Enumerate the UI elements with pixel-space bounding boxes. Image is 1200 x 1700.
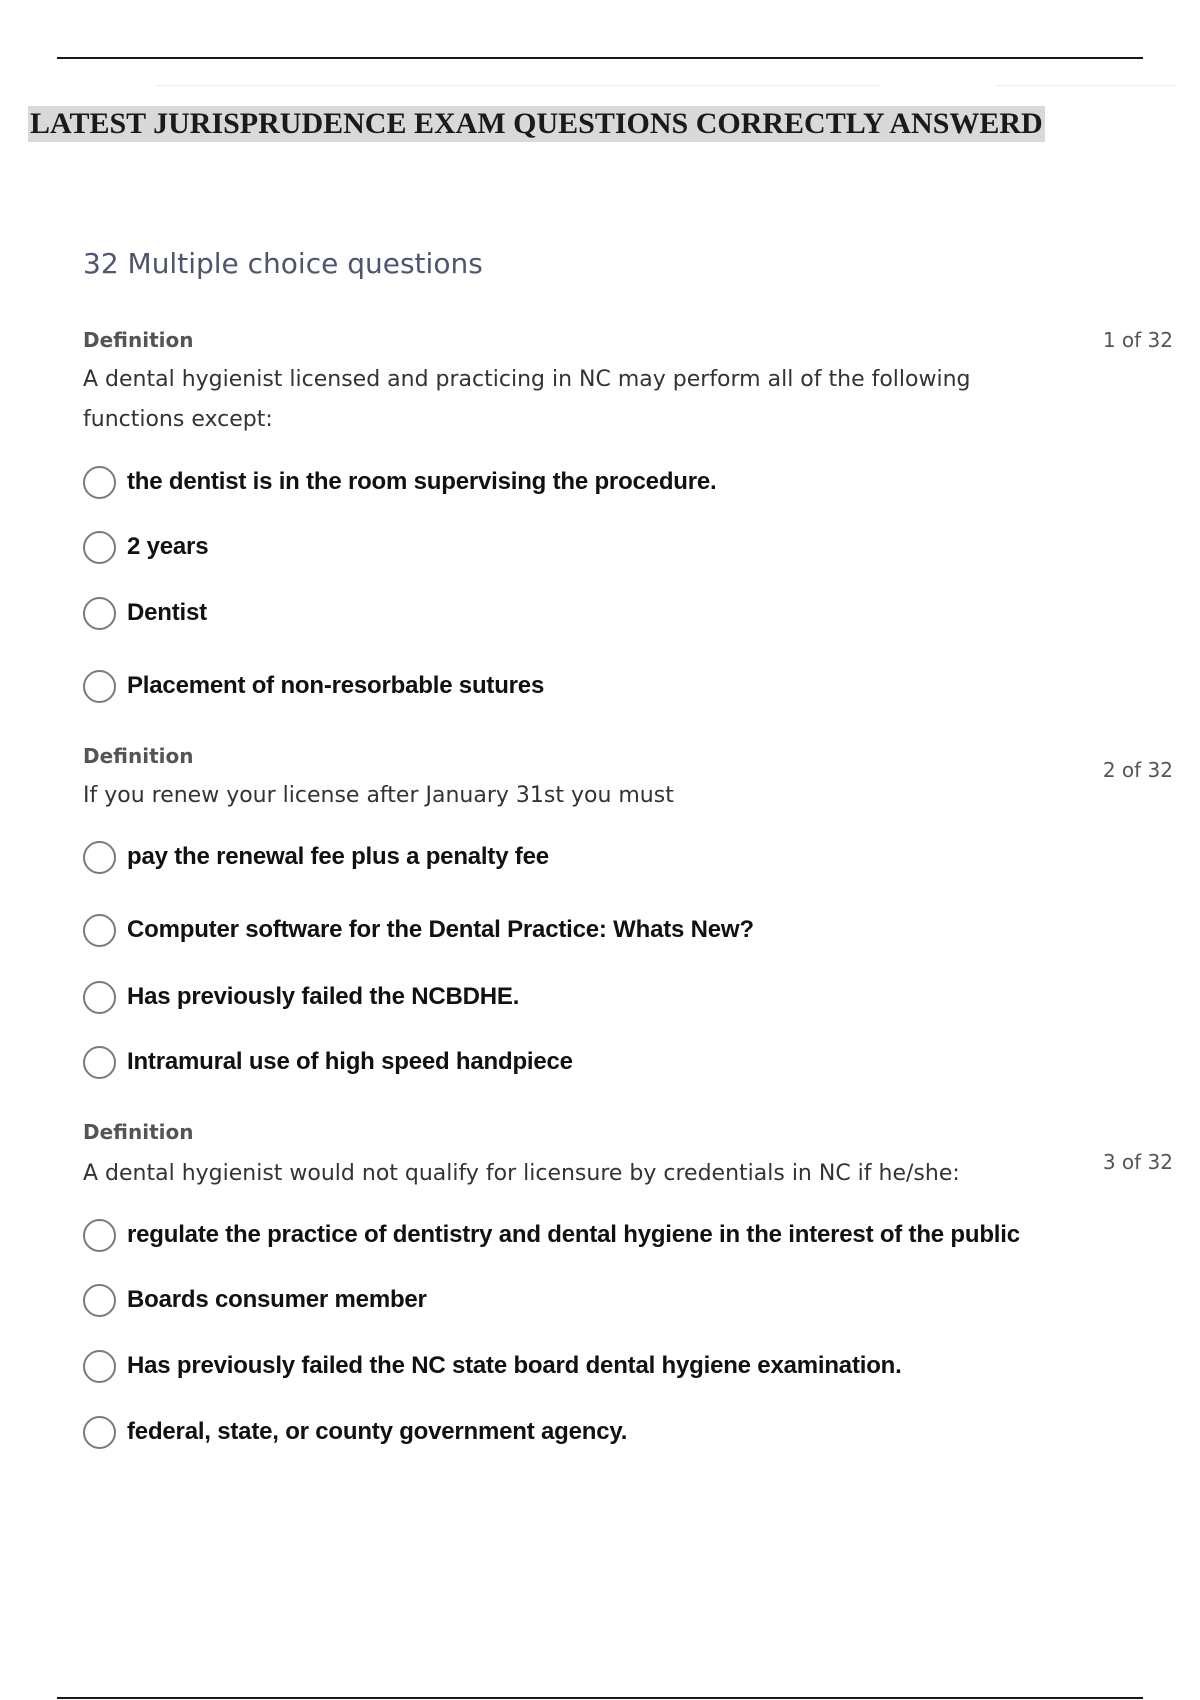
question-3-option-3[interactable]	[83, 1346, 902, 1386]
option-label[interactable]: Placement of non-resorbable sutures	[127, 672, 545, 699]
option-label[interactable]: the dentist is in the room supervising the procedure.	[127, 468, 717, 495]
question-1-text: A dental hygienist licensed and practicing in NC may perform all of the following functions except:	[83, 367, 971, 432]
question-1-option-2[interactable]	[83, 527, 208, 567]
radio-button[interactable]	[83, 1350, 116, 1383]
question-2-option-1[interactable]	[83, 837, 549, 877]
faint-divider-left	[155, 85, 880, 86]
option-label[interactable]: federal, state, or county government agency.	[127, 1418, 628, 1445]
bottom-rule	[57, 1697, 1143, 1699]
option-label[interactable]: 2 years	[127, 533, 209, 560]
question-2-label: Definition	[83, 744, 194, 768]
question-3-label: Definition	[83, 1120, 194, 1144]
question-3-option-4[interactable]	[83, 1412, 627, 1452]
option-label[interactable]: Has previously failed the NCBDHE.	[127, 983, 520, 1010]
question-1-option-4[interactable]	[83, 666, 544, 706]
question-2-counter: 2 of 32	[1102, 758, 1173, 782]
radio-button[interactable]	[83, 1416, 116, 1449]
document-title: LATEST JURISPRUDENCE EXAM QUESTIONS CORRECTLY ANSWERD	[30, 107, 1043, 140]
top-rule	[57, 57, 1143, 59]
radio-button[interactable]	[83, 841, 116, 874]
question-1-option-1[interactable]	[83, 462, 717, 502]
option-label[interactable]: Dentist	[127, 599, 207, 626]
question-2-option-4[interactable]	[83, 1042, 573, 1082]
radio-button[interactable]	[83, 914, 116, 947]
question-2-option-2[interactable]	[83, 910, 754, 950]
question-1-label: Definition	[83, 328, 194, 352]
option-label[interactable]: Boards consumer member	[127, 1286, 427, 1313]
option-label[interactable]: regulate the practice of dentistry and dental hygiene in the interest of the public	[127, 1221, 1020, 1248]
question-1-option-3[interactable]	[83, 593, 207, 633]
option-label[interactable]: Has previously failed the NC state board dental hygiene examination.	[127, 1352, 902, 1379]
option-label[interactable]: pay the renewal fee plus a penalty fee	[127, 843, 549, 870]
faint-divider-right	[995, 85, 1175, 86]
radio-button[interactable]	[83, 466, 116, 499]
radio-button[interactable]	[83, 1284, 116, 1317]
radio-button[interactable]	[83, 981, 116, 1014]
radio-button[interactable]	[83, 1046, 116, 1079]
radio-button[interactable]	[83, 1219, 116, 1252]
option-label[interactable]: Intramural use of high speed handpiece	[127, 1048, 573, 1075]
question-3-text: A dental hygienist would not qualify for licensure by credentials in NC if he/she:	[83, 1161, 960, 1186]
question-1-counter: 1 of 32	[1102, 328, 1173, 352]
radio-button[interactable]	[83, 597, 116, 630]
question-3-counter: 3 of 32	[1102, 1150, 1173, 1174]
question-3-option-2[interactable]	[83, 1280, 427, 1320]
question-2-text: If you renew your license after January 31st you must	[83, 783, 674, 808]
radio-button[interactable]	[83, 531, 116, 564]
question-2-option-3[interactable]	[83, 977, 519, 1017]
question-3-option-1[interactable]	[83, 1215, 1020, 1255]
question-count-heading: 32 Multiple choice questions	[83, 247, 483, 280]
radio-button[interactable]	[83, 670, 116, 703]
option-label[interactable]: Computer software for the Dental Practice: Whats New?	[127, 916, 754, 943]
